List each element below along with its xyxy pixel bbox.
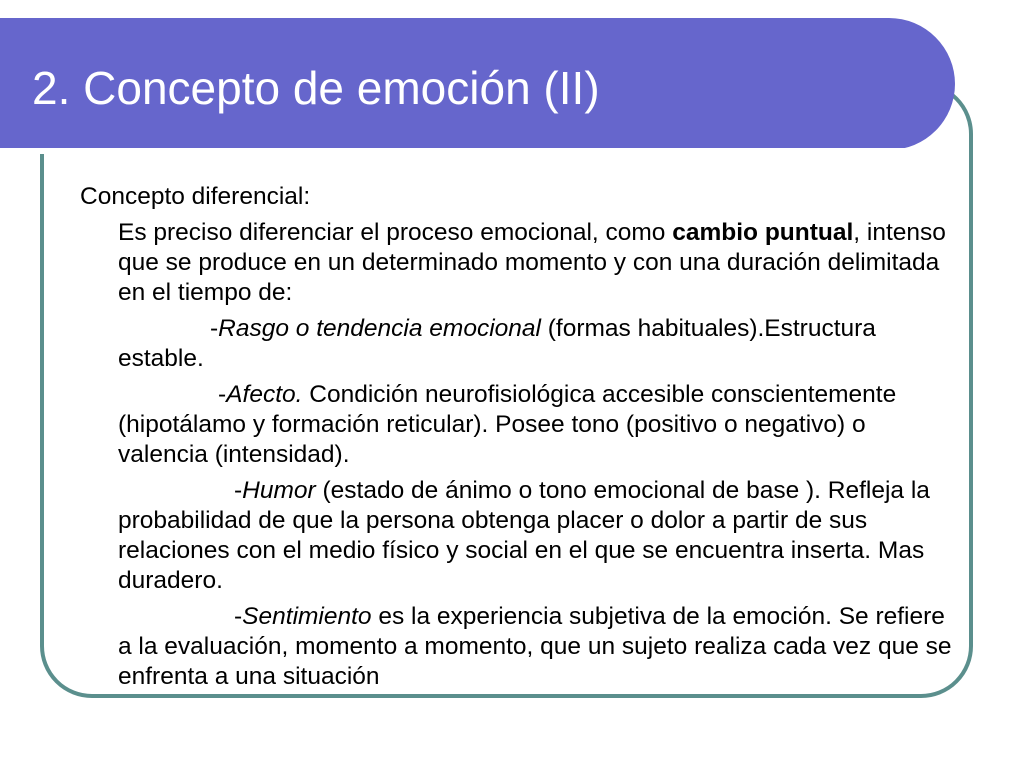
- slide-title: 2. Concepto de emoción (II): [32, 62, 600, 114]
- item-term: Humor: [242, 477, 316, 504]
- intro-bold-term: cambio puntual: [672, 219, 854, 246]
- intro-text: Es preciso diferenciar el proceso emocional, como: [118, 219, 673, 246]
- item-term: Rasgo o tendencia emocional: [218, 315, 541, 342]
- list-item: [118, 602, 960, 692]
- item-text: es la experiencia subjetiva de la emoción. Se refiere a la evaluación, momento a momento, que un sujeto realiza cada vez que se enfrenta a una situación: [118, 603, 952, 690]
- list-item: [118, 476, 960, 596]
- intro-paragraph: [118, 218, 960, 308]
- item-dash: -: [234, 477, 243, 504]
- item-text: Condición neurofisiológica accesible conscientemente (hipotálamo y formación reticular). Posee tono (positivo o negativo) o valencia (intensidad).: [118, 381, 897, 468]
- list-item: [118, 380, 960, 470]
- item-dash: -: [210, 315, 219, 342]
- list-item: [118, 314, 960, 374]
- item-text: (estado de ánimo o tono emocional de base ). Refleja la probabilidad de que la persona obtenga placer o dolor a partir de sus relaciones con el medio físico y social en el que se encuentra inserta. Mas duradero.: [118, 477, 930, 594]
- item-term: Sentimiento: [242, 603, 372, 630]
- item-dash: -: [218, 381, 227, 408]
- title-bar: [0, 18, 955, 150]
- section-heading: Concepto diferencial:: [80, 183, 311, 210]
- item-text: (formas habituales).Estructura estable.: [118, 315, 876, 372]
- title-underline: [0, 148, 905, 154]
- item-dash: -: [234, 603, 243, 630]
- slide-content: [80, 182, 960, 698]
- item-term: Afecto.: [226, 381, 303, 408]
- intro-text-rest: , intenso que se produce en un determinado momento y con una duración delimitada en el tiempo de:: [118, 219, 946, 306]
